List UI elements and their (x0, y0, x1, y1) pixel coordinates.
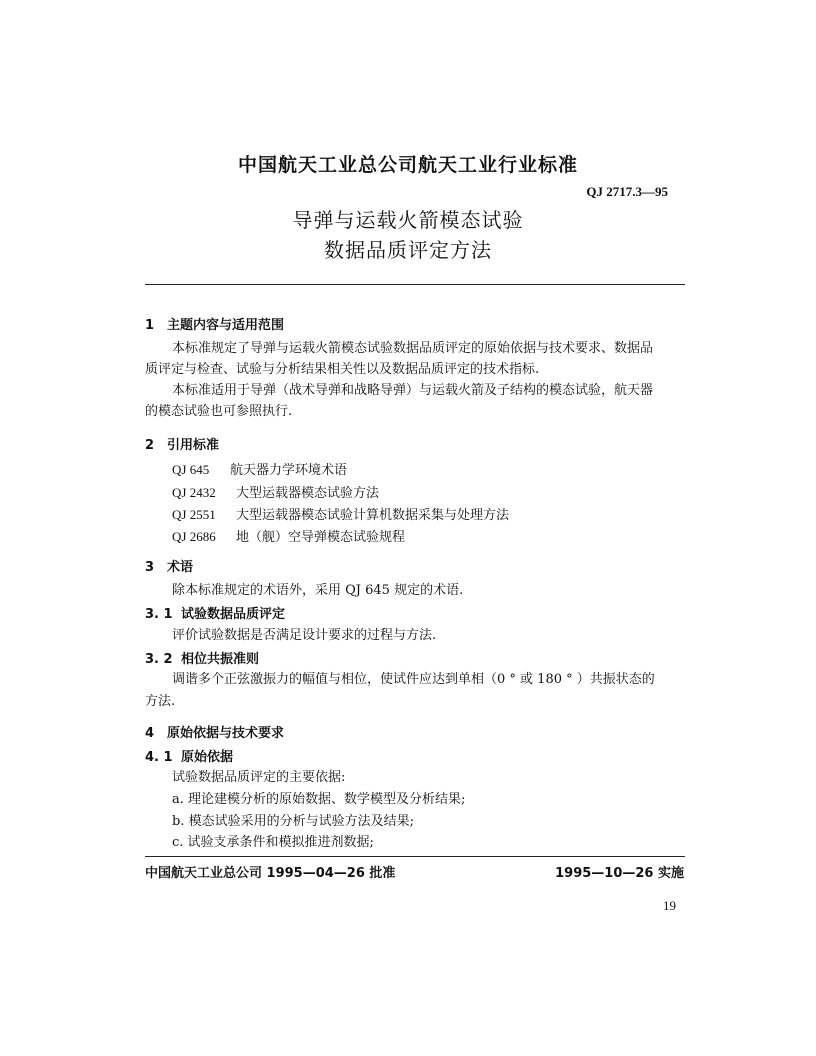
reference-title: 航天器力学环境术语 (230, 462, 348, 477)
section-number: 1 (145, 318, 155, 333)
reference-item (172, 459, 347, 478)
footer-divider (145, 856, 685, 857)
section-number: 4 (145, 726, 155, 741)
subsection-4-1-heading (145, 746, 233, 765)
section-2-heading (145, 434, 219, 453)
subsection-4-1-intro: 试验数据品质评定的主要依据: (172, 770, 346, 785)
subsection-number: 3. 2 (145, 652, 173, 667)
reference-code: QJ 2551 (172, 507, 216, 522)
reference-title: 大型运载器模态试验方法 (236, 485, 380, 500)
standard-body-heading: 中国航天工业总公司航天工业行业标准 (237, 154, 578, 176)
section-1-heading (145, 314, 284, 333)
subsection-3-2-line-2: 方法. (145, 694, 176, 709)
list-item-c: c. 试验支承条件和模拟推进剂数据; (172, 835, 374, 850)
subsection-3-1-text: 评价试验数据是否满足设计要求的过程与方法. (172, 628, 437, 643)
subsection-3-1-heading (145, 603, 285, 622)
section-1-paragraph-1-line-1: 本标准规定了导弹与运载火箭模态试验数据品质评定的原始依据与技术要求、数据品 (172, 341, 654, 356)
reference-title: 大型运载器模态试验计算机数据采集与处理方法 (236, 507, 510, 522)
section-3-intro: 除本标准规定的术语外，采用 QJ 645 规定的术语. (172, 583, 464, 598)
reference-item (172, 482, 379, 501)
subsection-3-2-line-1: 调谐多个正弦激振力的幅值与相位，使试件应达到单相（0 ° 或 180 ° ）共振状态的 (172, 672, 655, 687)
document-title-line-1: 导弹与运载火箭模态试验 (292, 208, 524, 232)
list-item-a: a. 理论建模分析的原始数据、数学模型及分析结果; (172, 792, 466, 807)
section-3-heading (145, 556, 193, 575)
reference-item (172, 504, 509, 523)
standard-number: QJ 2717.3—95 (586, 184, 668, 199)
subsection-3-2-heading (145, 648, 259, 667)
page-number: 19 (663, 898, 676, 913)
approval-date: 中国航天工业总公司 1995—04—26 批准 (145, 866, 396, 881)
section-title: 主题内容与适用范围 (167, 318, 285, 333)
subsection-number: 4. 1 (145, 750, 173, 765)
section-4-heading (145, 722, 284, 741)
subsection-title: 试验数据品质评定 (181, 607, 286, 622)
title-divider (145, 284, 685, 285)
reference-code: QJ 2432 (172, 485, 216, 500)
reference-code: QJ 2686 (172, 529, 216, 544)
section-number: 3 (145, 560, 155, 575)
section-title: 引用标准 (167, 438, 220, 453)
section-1-paragraph-2-line-2: 的模态试验也可参照执行. (145, 404, 293, 419)
section-title: 原始依据与技术要求 (167, 726, 285, 741)
subsection-title: 原始依据 (181, 750, 234, 765)
reference-item (172, 526, 405, 545)
section-number: 2 (145, 438, 155, 453)
reference-code: QJ 645 (172, 462, 210, 477)
section-1-paragraph-1-line-2: 质评定与检查、试验与分析结果相关性以及数据品质评定的技术指标. (145, 362, 540, 377)
document-title-line-2: 数据品质评定方法 (324, 238, 492, 262)
section-1-paragraph-2-line-1: 本标准适用于导弹（战术导弹和战略导弹）与运载火箭及子结构的模态试验，航天器 (172, 383, 654, 398)
effective-date: 1995—10—26 实施 (555, 866, 684, 881)
subsection-title: 相位共振准则 (181, 652, 260, 667)
section-title: 术语 (167, 560, 194, 575)
subsection-number: 3. 1 (145, 607, 173, 622)
list-item-b: b. 模态试验采用的分析与试验方法及结果; (172, 814, 414, 829)
reference-title: 地（舰）空导弹模态试验规程 (236, 529, 406, 544)
